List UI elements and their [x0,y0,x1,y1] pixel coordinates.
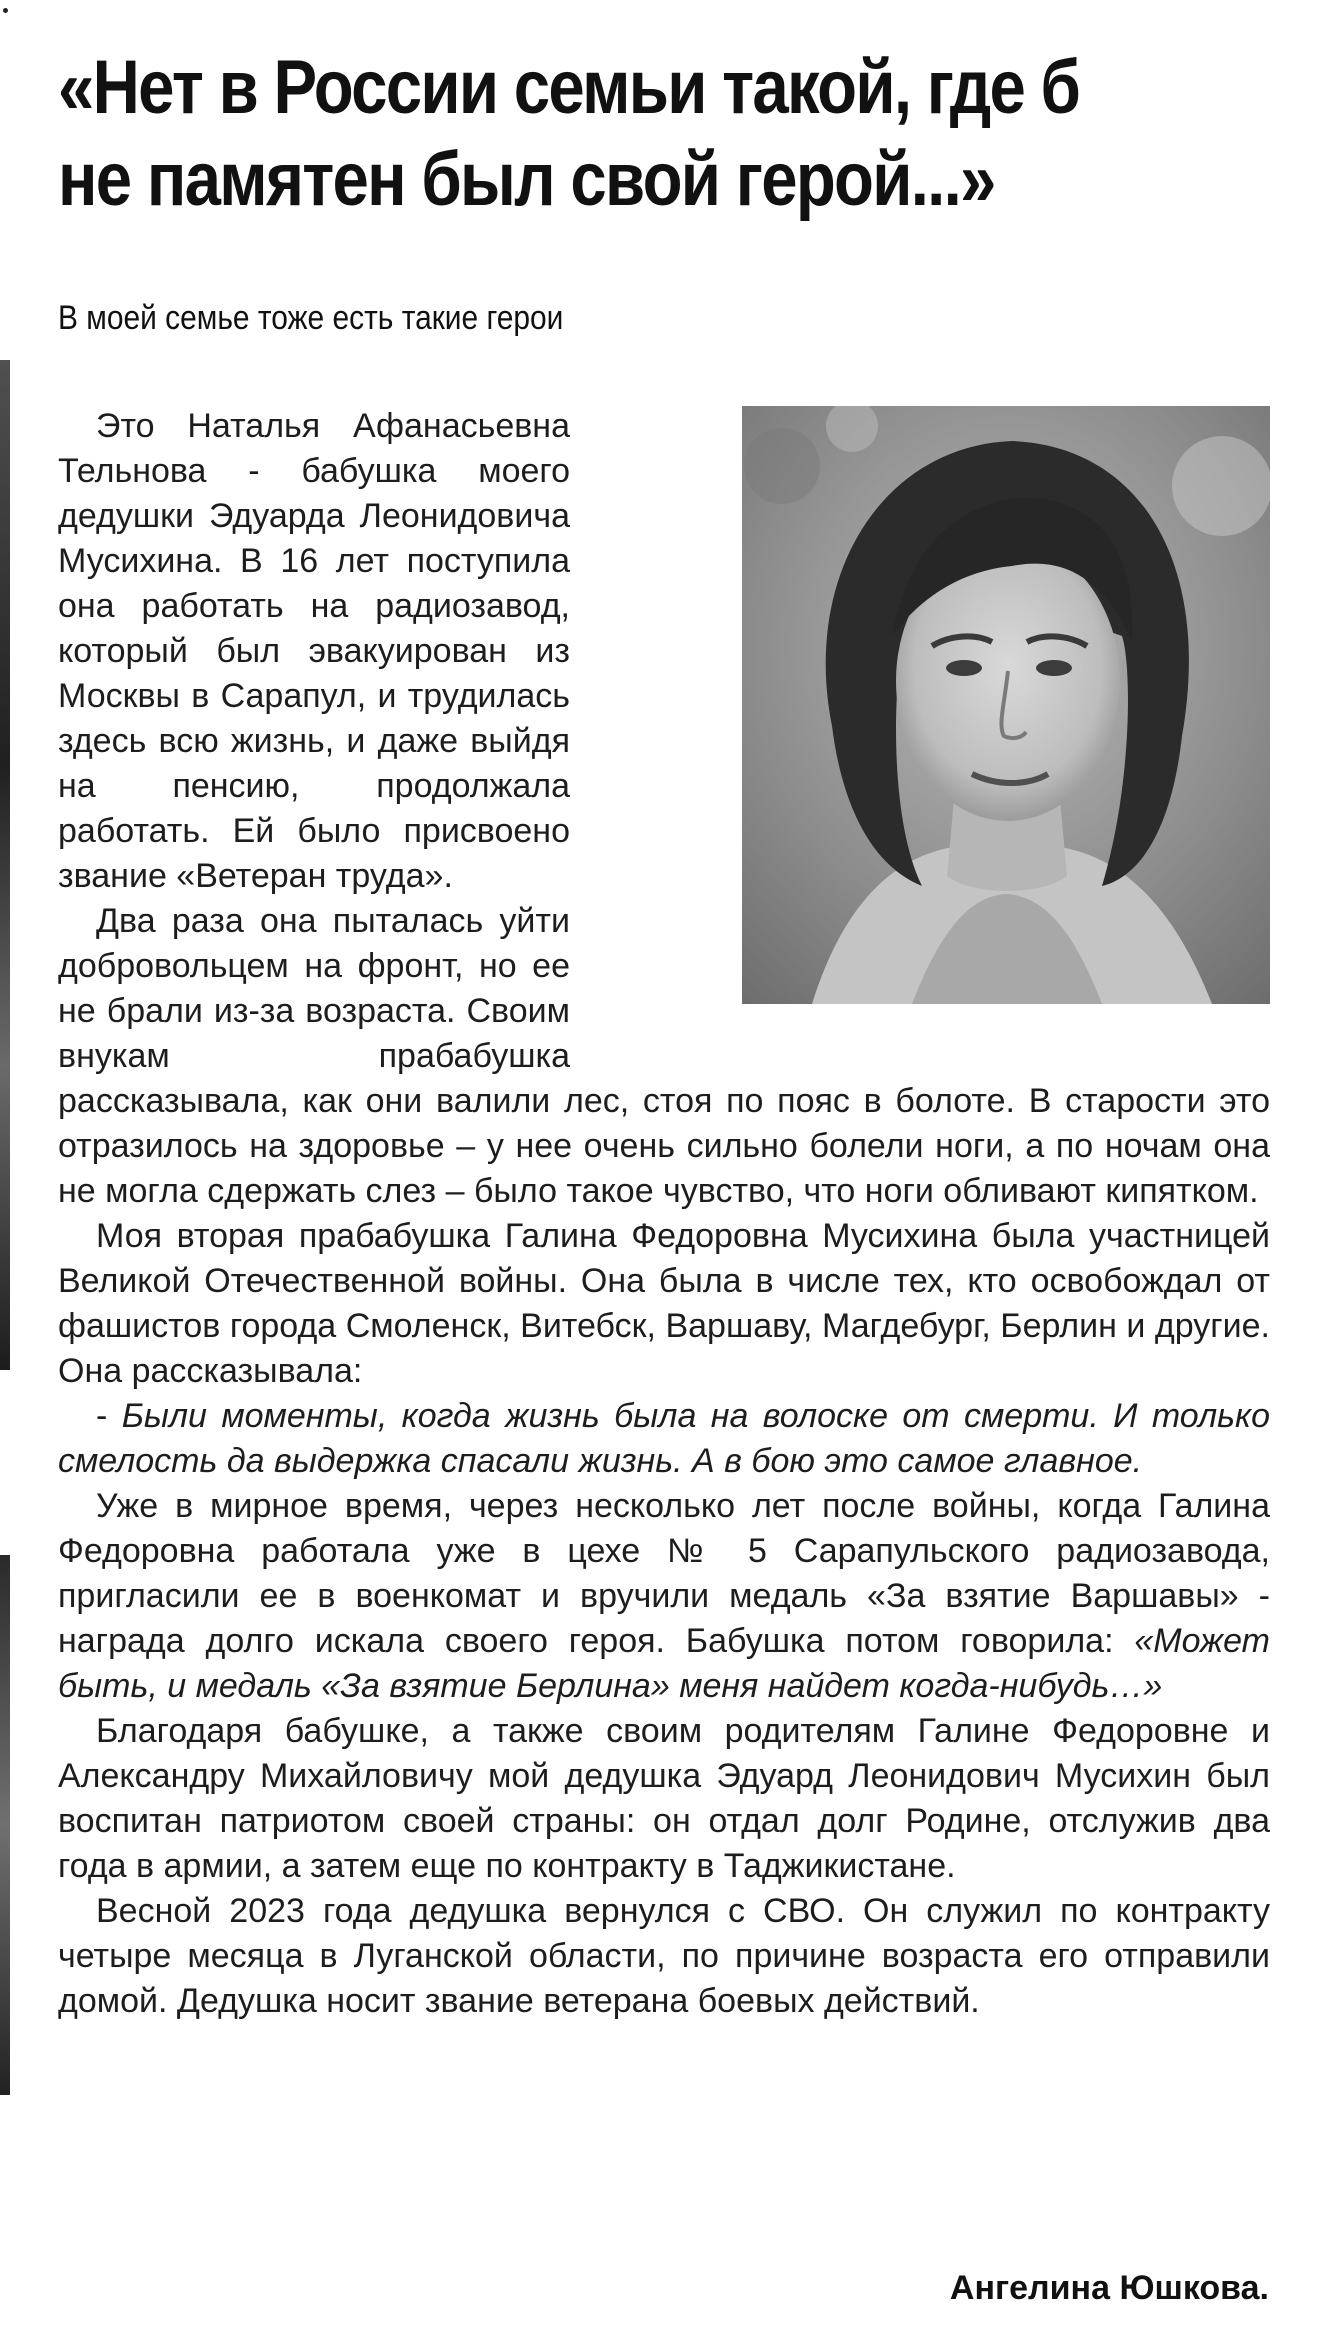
headline-line-1: «Нет в России семьи такой, где б [58,45,1080,130]
article-body [58,404,1270,2024]
article-quote-paragraph [58,1394,1270,1484]
veteran-quote: Были моменты, когда жизнь была на волоске от смерти. И только смелость да выдержка спасали жизнь. А в бою это самое главное. [58,1397,1270,1480]
author-signature: Ангелина Юшкова. [949,2269,1269,2307]
photo-text-wrap-spacer [570,404,1270,1036]
headline [58,42,1107,226]
article-paragraph: Это Наталья Афанасьевна Тельнова - бабушка моего дедушки Эдуарда Леонидовича Мусихина. В 16 лет поступила она работать на радиозавод, который был эвакуирован из Москвы в Сарапул, и трудилась здесь всю жизнь, и даже выйдя на пенсию, продолжала работать. Ей было присвоено звание «Ветеран труда». [58,407,570,895]
subheadline: В моей семье тоже есть такие герои [58,299,564,337]
article-paragraph: Два раза она пыталась уйти добровольцем на фронт, но ее не брали из-за возраста. Своим внукам прабабушка рассказывала, как они валили лес, стоя по пояс в болоте. В старости это отразилось на здоровье – у нее очень сильно болели ноги, а по ночам она не могла сдержать слез – было такое чувство, что ноги обливают кипятком. [58,902,1270,1210]
headline-line-2: не памятен был свой герой...» [58,137,995,222]
medal-quote: «Может быть, и медаль «За взятие Берлина» меня найдет когда-нибудь…» [58,1622,1270,1705]
article-paragraph: Весной 2023 года дедушка вернулся с СВО. Он служил по контракту четыре месяца в Луганской области, по причине возраста его отправили домой. Дедушка носит звание ветерана боевых действий. [58,1892,1270,2020]
paragraph-text: Уже в мирное время, через несколько лет после войны, когда Галина Федоровна работала уже в цехе № 5 Сарапульского радиозавода, пригласили ее в военкомат и вручили медаль «За взятие Варшавы» - награда долго искала своего героя. Бабушка потом говорила: [58,1487,1270,1660]
article-paragraph [58,1484,1270,1709]
quote-dash: - [96,1397,122,1435]
adjacent-photo-edge [0,1555,10,2095]
corner-mark [3,8,8,13]
article-paragraph: Благодаря бабушке, а также своим родителям Галине Федоровне и Александру Михайловичу мой дедушка Эдуард Леонидович Мусихин был воспитан патриотом своей страны: он отдал долг Родине, отслужив два года в армии, а затем еще по контракту в Таджикистане. [58,1712,1270,1885]
article-paragraph: Моя вторая прабабушка Галина Федоровна Мусихина была участницей Великой Отечественной войны. Она была в числе тех, кто освобождал от фашистов города Смоленск, Витебск, Варшаву, Магдебург, Берлин и другие. Она рассказывала: [58,1217,1270,1390]
adjacent-photo-edge [0,360,10,1370]
